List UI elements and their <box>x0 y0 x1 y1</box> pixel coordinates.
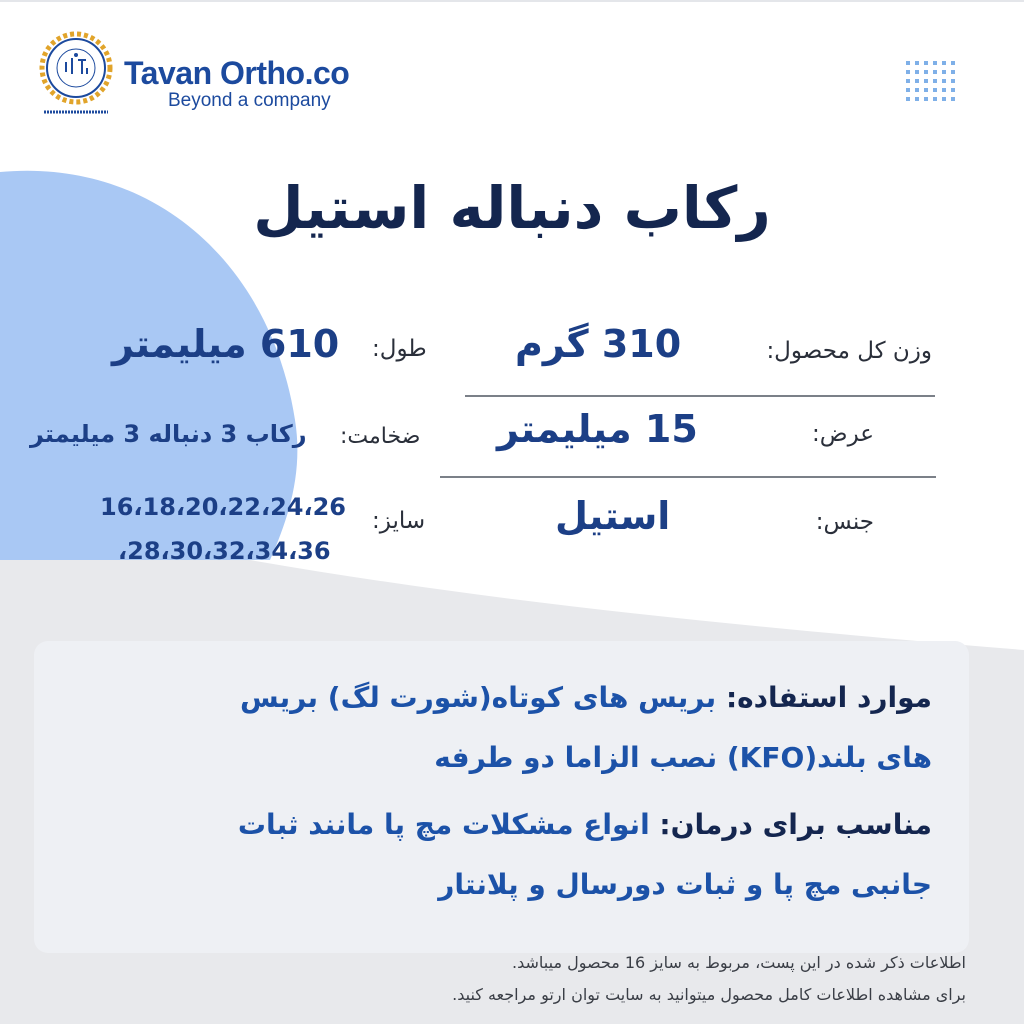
thickness-label: ضخامت: <box>340 424 421 449</box>
company-logo <box>34 28 118 120</box>
separator-2 <box>440 476 936 478</box>
size-values-line2: ،28،30،32،34،36 <box>118 537 331 565</box>
footnote-line-2: برای مشاهده اطلاعات کامل محصول میتوانید به سایت توان ارتو مراجعه کنید. <box>452 985 966 1004</box>
treatment-text-2: جانبی مچ پا و ثبات دورسال و پلانتار <box>438 868 932 901</box>
material-label: جنس: <box>815 509 874 535</box>
brand-tagline: Beyond a company <box>168 90 331 111</box>
treatment-line-2 <box>72 855 932 915</box>
weight-value: 310 گرم <box>515 322 682 366</box>
width-value: 15 میلیمتر <box>497 407 698 451</box>
page-title: رکاب دنباله استیل <box>253 174 771 242</box>
dot-grid-decoration <box>906 61 962 103</box>
treatment-key: مناسب برای درمان: <box>659 808 932 841</box>
length-value: 610 میلیمتر <box>112 322 340 366</box>
usage-text-1: بریس های کوتاه(شورت لگ) بریس <box>240 681 717 714</box>
brand-name: Tavan Ortho.co <box>124 55 350 91</box>
width-label: عرض: <box>812 421 874 447</box>
treatment-line-1 <box>72 795 932 855</box>
top-border <box>0 0 1024 2</box>
thickness-value: رکاب 3 دنباله 3 میلیمتر <box>30 420 307 448</box>
footnote-line-1: اطلاعات ذکر شده در این پست، مربوط به سایز 16 محصول میباشد. <box>512 953 966 972</box>
length-label: طول: <box>372 336 427 362</box>
treatment-text-1: انواع مشکلات مچ پا مانند ثبات <box>237 808 650 841</box>
size-label: سایز: <box>372 508 426 534</box>
material-value: استیل <box>555 494 671 538</box>
weight-label: وزن کل محصول: <box>766 338 932 364</box>
brand-block <box>124 56 349 112</box>
separator-1 <box>465 395 935 397</box>
usage-line-2 <box>72 728 932 788</box>
usage-line-1 <box>72 668 932 728</box>
usage-text-2: های بلند(KFO) نصب الزاما دو طرفه <box>434 741 932 774</box>
usage-key: موارد استفاده: <box>725 681 932 714</box>
size-values-line1: 16،18،20،22،24،26 <box>100 493 346 521</box>
